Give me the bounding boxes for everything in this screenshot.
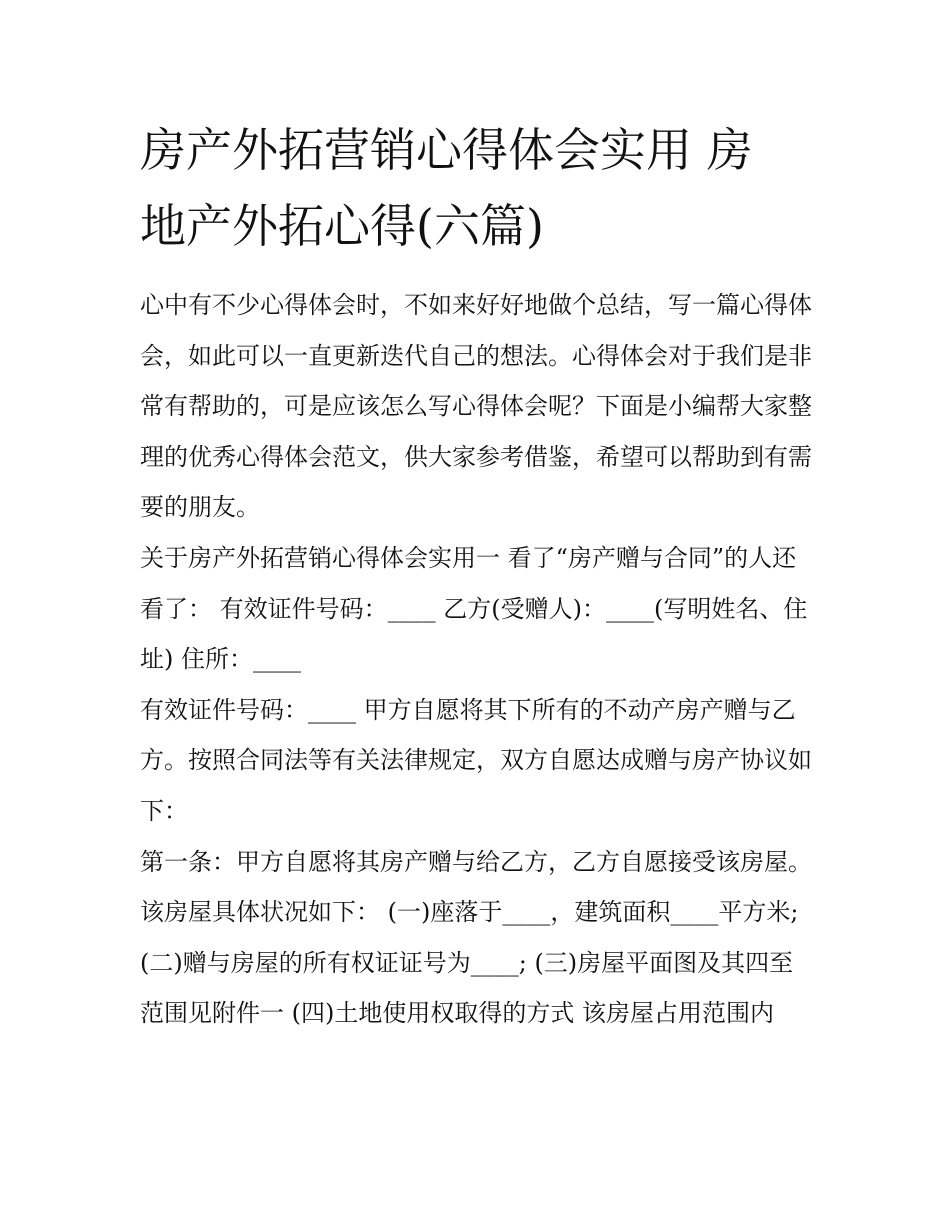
title-line-2: 地产外拓心得(六篇) xyxy=(140,199,544,253)
article-one-paragraph: 第一条：甲方自愿将其房产赠与给乙方，乙方自愿接受该房屋。该房屋具体状况如下： (一)座落于____，建筑面积____平方米; xyxy=(140,847,812,927)
title-line-1: 房产外拓营销心得体会实用 房 xyxy=(140,123,753,177)
intro-paragraph: 心中有不少心得体会时，不如来好好地做个总结，写一篇心得体会，如此可以一直更新迭代自己的想法。心得体会对于我们是非常有帮助的，可是应该怎么写心得体会呢？下面是小编帮大家整理的优秀心得体会范文，供大家参考借鉴，希望可以帮助到有需要的朋友。 xyxy=(140,291,812,522)
id-number-paragraph: 有效证件号码：____ 甲方自愿将其下所有的不动产房产赠与乙方。按照合同法等有关法律规定，双方自愿达成赠与房产协议如下： xyxy=(140,695,812,825)
document-title xyxy=(140,112,812,264)
section-one-paragraph: 关于房产外拓营销心得体会实用一 看了“房产赠与合同”的人还看了： 有效证件号码：____ 乙方(受赠人)：____(写明姓名、住址) 住所：____ xyxy=(140,543,808,674)
document-page xyxy=(140,112,812,1039)
property-details-paragraph: (二)赠与房屋的所有权证证号为____; (三)房屋平面图及其四至范围见附件一 (四)土地使用权取得的方式 该房屋占用范围内 xyxy=(140,948,794,1028)
document-body xyxy=(140,280,812,1039)
